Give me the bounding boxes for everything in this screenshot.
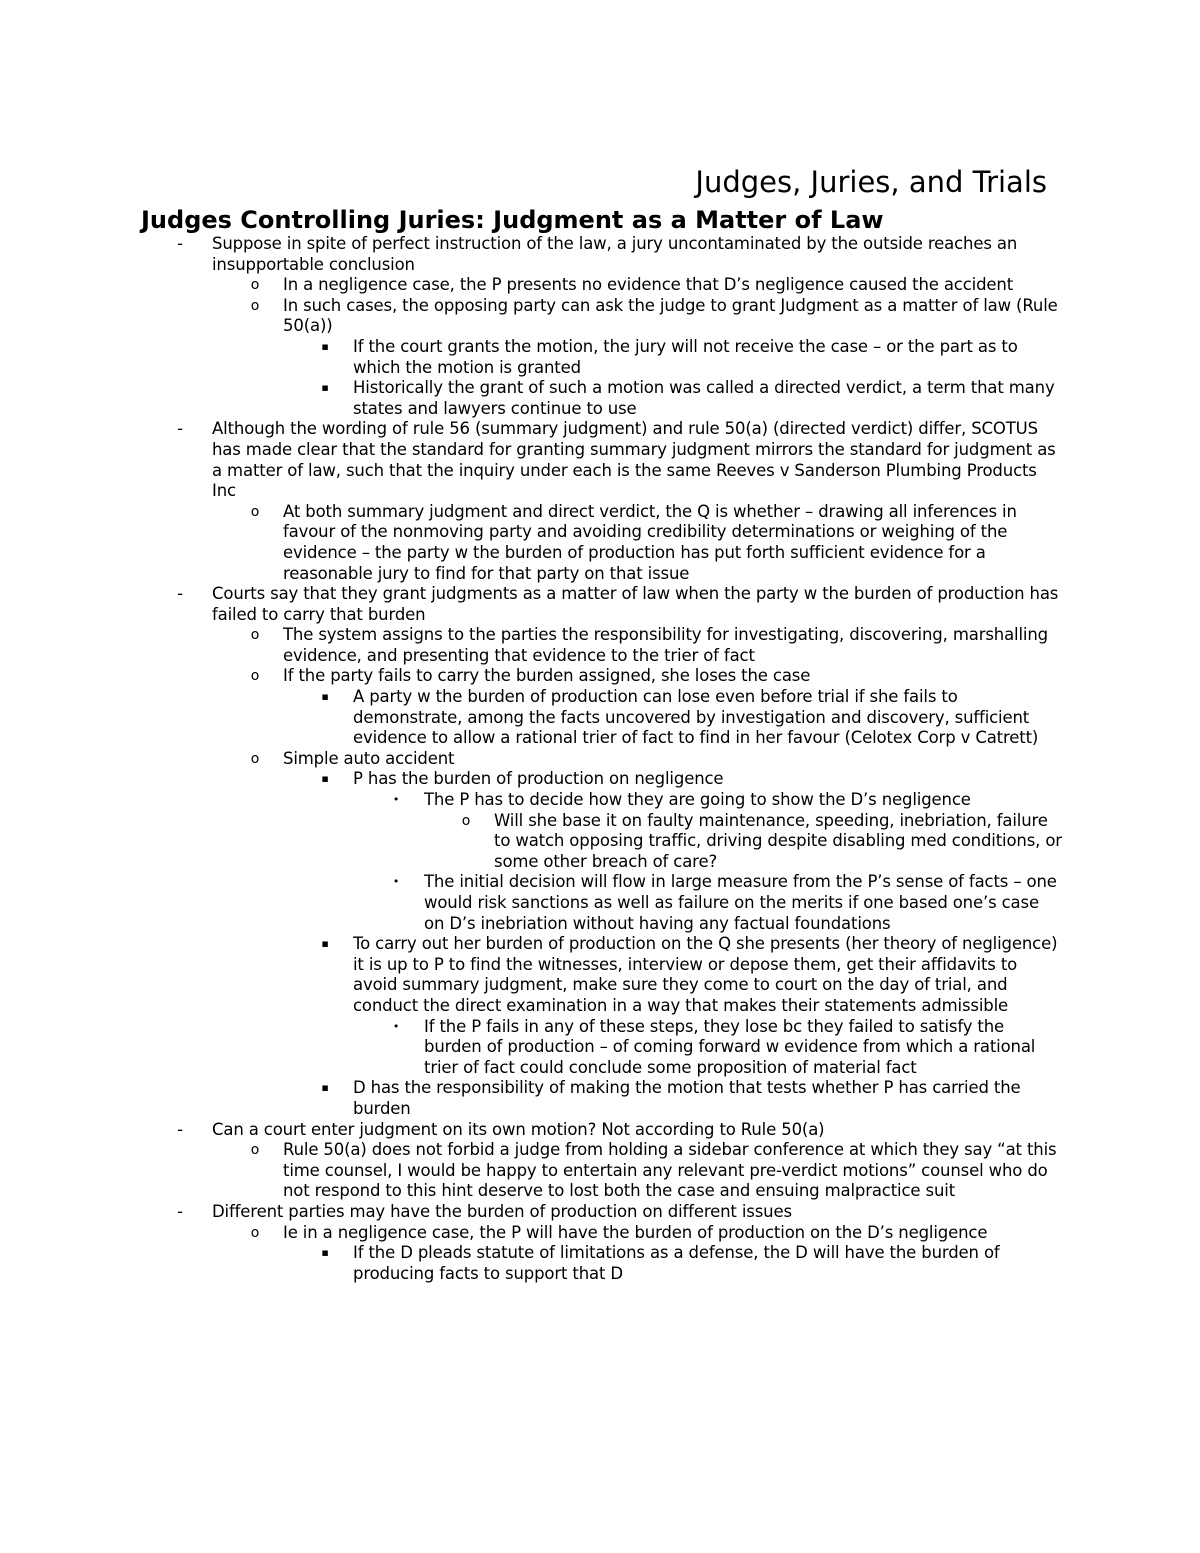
dash-bullet: -	[177, 234, 183, 253]
outline-item-text: D has the responsibility of making the motion that tests whether P has carried the burden	[353, 1078, 1021, 1118]
outline-item-text: To carry out her burden of production on the Q she presents (her theory of negligence) it is up to P to find the witnesses, interview or depose them, get their affidavits to avoid summary judgment, make sure they come to court on the day of trial, and conduct the direct examination in a way that makes their statements admissible	[353, 934, 1058, 1015]
outline-item-text: Courts say that they grant judgments as a matter of law when the party w the burden of production has failed to carry that burden	[212, 584, 1059, 624]
outline-item-text: At both summary judgment and direct verdict, the Q is whether – drawing all inferences in favour of the nonmoving party and avoiding credibility determinations or weighing of the evidence – the party w the burden of production has put forth sufficient evidence for a reasonable jury to find for that party on that issue	[283, 501, 1017, 583]
circle-bullet: o	[250, 503, 260, 520]
outline-item-level-3	[321, 336, 1062, 378]
outline-item-level-2	[250, 748, 1062, 770]
outline-item-level-2	[250, 625, 1062, 666]
outline-item-level-2	[250, 666, 1062, 687]
document-title: Judges, Juries, and Trials	[695, 165, 1047, 199]
outline-item-level-3	[321, 1243, 1062, 1284]
square-bullet: ▪	[321, 1081, 329, 1095]
outline-item-text: If the party fails to carry the burden assigned, she loses the case	[283, 666, 811, 686]
outline-item-text: Simple auto accident	[283, 748, 455, 768]
outline-item-text: If the P fails in any of these steps, they lose bc they failed to satisfy the burden of production – of coming forward w evidence from which a rational trier of fact could conclude some proposition of material fact	[424, 1016, 1036, 1077]
dot-bullet: •	[392, 793, 400, 807]
dash-bullet: -	[177, 584, 183, 604]
outline-item-level-1	[177, 234, 1062, 275]
outline-item-text: Rule 50(a) does not forbid a judge from holding a sidebar conference at which they say “at this time counsel, I would be happy to entertain any relevant pre-verdict motions” counsel who do not respond to this hint deserve to lost both the case and ensuing malpractice suit	[283, 1140, 1057, 1201]
outline-item-text: The system assigns to the parties the responsibility for investigating, discovering, marshalling evidence, and presenting that evidence to the trier of fact	[283, 625, 1048, 665]
outline-item-level-3	[321, 1078, 1062, 1119]
dash-bullet: -	[177, 1119, 183, 1139]
circle-bullet: o	[250, 297, 260, 314]
outline-item-text: The initial decision will flow in large measure from the P’s sense of facts – one would risk sanctions as well as failure on the merits if one based one’s case on D’s inebriation without having any factual foundations	[424, 872, 1057, 933]
outline-item-text: A party w the burden of production can lose even before trial if she fails to demonstrate, among the facts uncovered by investigation and discovery, sufficient evidence to allow a rational trier of fact to find in her favour (Celotex Corp v Catrett)	[353, 687, 1039, 748]
outline-item-text: In a negligence case, the P presents no evidence that D’s negligence caused the accident	[283, 275, 1014, 295]
outline-item-text: Different parties may have the burden of production on different issues	[212, 1201, 792, 1221]
square-bullet: ▪	[321, 772, 329, 786]
square-bullet: ▪	[321, 1246, 329, 1260]
circle-bullet: o	[250, 668, 260, 685]
outline-item-level-3	[321, 934, 1062, 1016]
outline-item-text: Although the wording of rule 56 (summary judgment) and rule 50(a) (directed verdict) differ, SCOTUS has made clear that the standard for granting summary judgment mirrors the standard for judgment as a matter of law, such that the inquiry under each is the same Reeves v Sanderson Plumbing Products Inc	[212, 419, 1056, 501]
square-bullet: ▪	[321, 339, 329, 353]
outline-item-level-2	[250, 501, 1062, 584]
square-bullet: ▪	[321, 381, 329, 395]
outline-item-text: Suppose in spite of perfect instruction of the law, a jury uncontaminated by the outside reaches an insupportable conclusion	[212, 234, 1018, 274]
outline-item-level-4	[392, 790, 1062, 811]
outline-item-level-4	[392, 1016, 1062, 1079]
circle-bullet: o	[250, 627, 260, 644]
outline-item-text: In such cases, the opposing party can ask the judge to grant Judgment as a matter of law (Rule 50(a))	[283, 295, 1058, 336]
outline-item-text: Ie in a negligence case, the P will have the burden of production on the D’s negligence	[283, 1222, 988, 1242]
dash-bullet: -	[177, 1201, 183, 1221]
dot-bullet: •	[392, 875, 400, 889]
outline-item-level-2	[250, 1222, 1062, 1244]
outline-item-text: The P has to decide how they are going to show the D’s negligence	[424, 790, 971, 810]
circle-bullet: o	[250, 1224, 260, 1241]
dash-bullet: -	[177, 419, 183, 439]
outline-item-level-3	[321, 378, 1062, 419]
outline-item-text: P has the burden of production on negligence	[353, 769, 724, 789]
outline-item-level-2	[250, 1140, 1062, 1202]
outline-item-level-1	[177, 584, 1062, 625]
outline-item-level-2	[250, 275, 1062, 296]
square-bullet: ▪	[321, 937, 329, 951]
outline-item-text: Will she base it on faulty maintenance, speeding, inebriation, failure to watch opposing traffic, driving despite disabling med conditions, or some other breach of care?	[494, 810, 1062, 871]
outline-item-level-3	[321, 687, 1062, 749]
outline-item-level-4	[392, 872, 1062, 934]
dot-bullet: •	[392, 1019, 400, 1033]
circle-bullet: o	[250, 1142, 260, 1159]
outline-item-level-2	[250, 295, 1062, 337]
outline-item-level-1	[177, 419, 1062, 501]
outline-item-text: Can a court enter judgment on its own motion? Not according to Rule 50(a)	[212, 1119, 825, 1139]
outline-list	[0, 234, 1200, 1284]
circle-bullet: o	[461, 812, 471, 829]
outline-item-text: Historically the grant of such a motion was called a directed verdict, a term that many states and lawyers continue to use	[353, 378, 1055, 418]
outline-item-level-3	[321, 769, 1062, 790]
circle-bullet: o	[250, 750, 260, 767]
circle-bullet: o	[250, 277, 260, 294]
outline-item-level-1	[177, 1119, 1062, 1141]
outline-item-level-5	[461, 810, 1062, 873]
outline-item-level-1	[177, 1201, 1062, 1223]
outline-item-text: If the D pleads statute of limitations as a defense, the D will have the burden of producing facts to support that D	[353, 1243, 1000, 1283]
square-bullet: ▪	[321, 690, 329, 704]
outline-item-text: If the court grants the motion, the jury will not receive the case – or the part as to which the motion is granted	[353, 336, 1018, 377]
section-heading: Judges Controlling Juries: Judgment as a Matter of Law	[141, 206, 884, 234]
